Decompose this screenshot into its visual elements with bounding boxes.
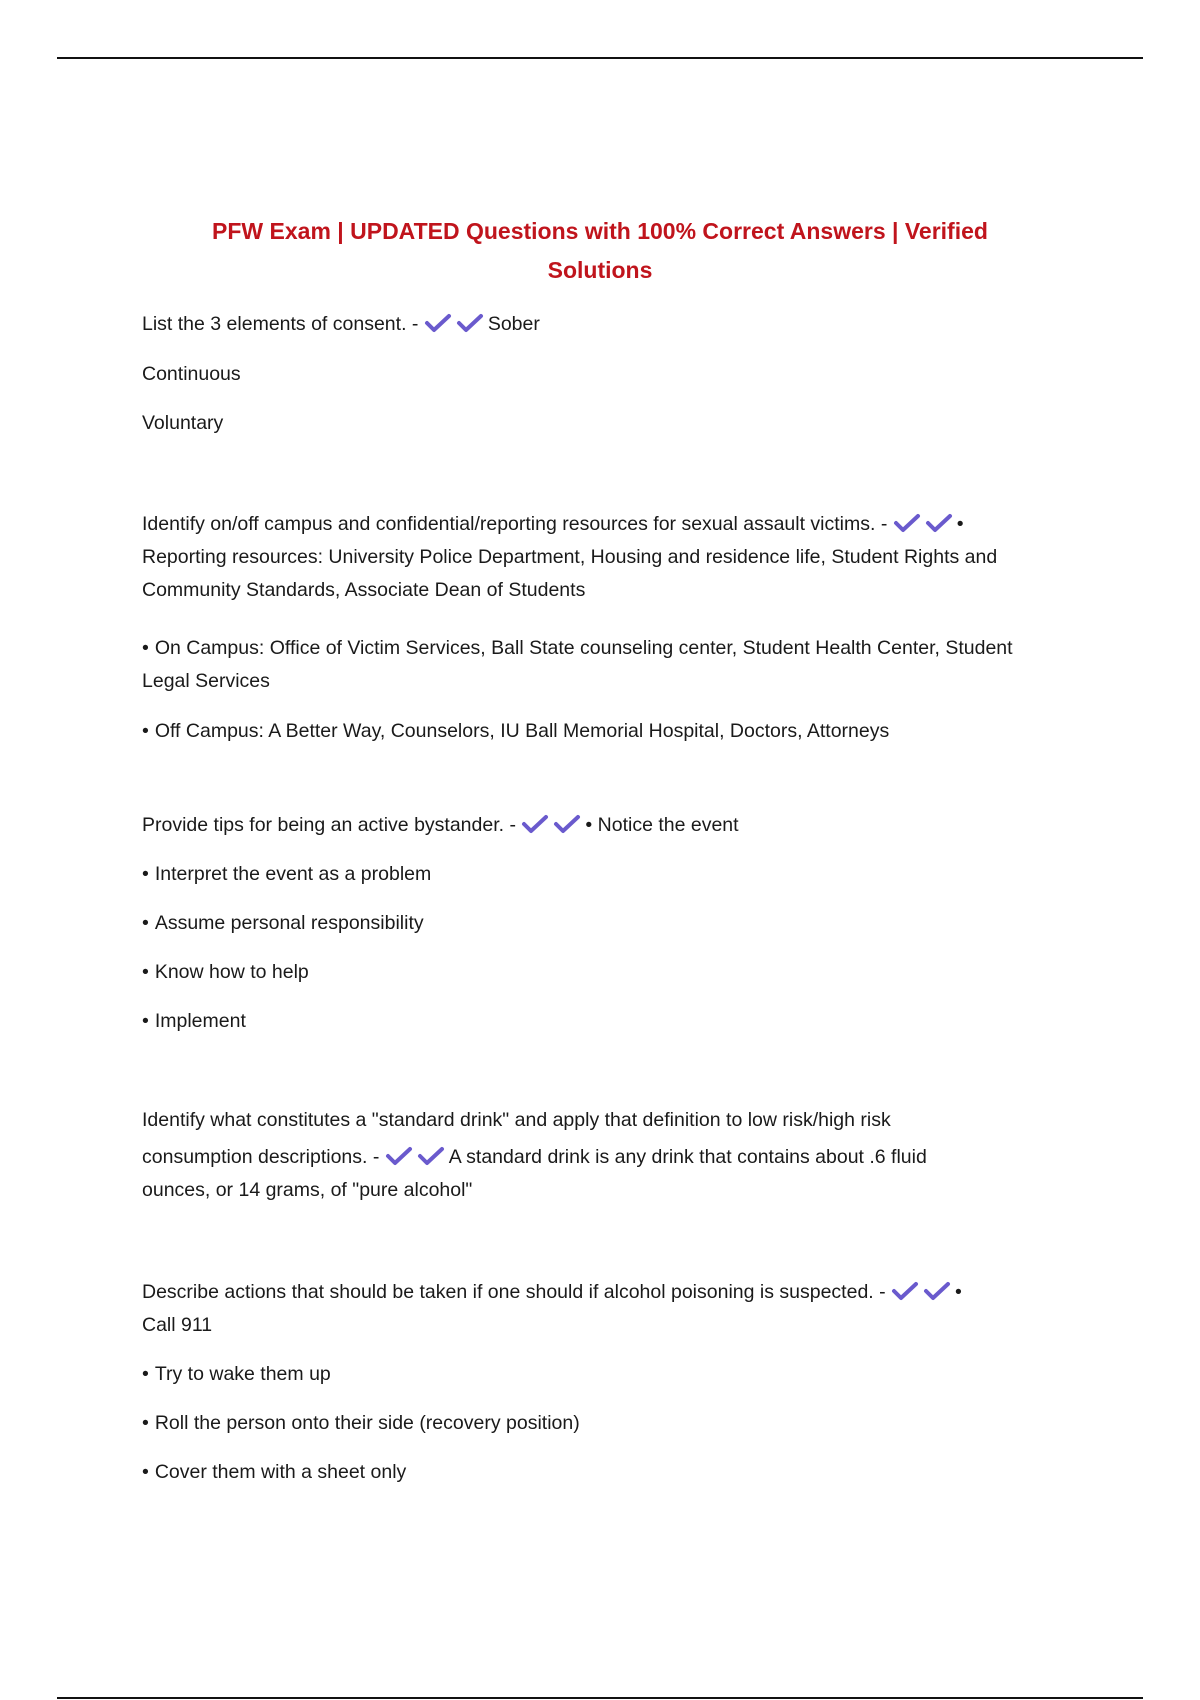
- qa-2-bullet-1-text: On Campus: Office of Victim Services, Ball State counseling center, Student Health Center, Student Legal Services: [142, 637, 1013, 692]
- qa-3-bullet-1: [142, 858, 1062, 891]
- qa-3-bullet-4-text: Implement: [154, 1010, 246, 1032]
- qa-1-answer-inline: Sober: [487, 313, 540, 335]
- qa-3-bullet-3: [142, 956, 1062, 989]
- title-line-1: PFW Exam | UPDATED Questions with 100% Correct Answers | Verified: [212, 218, 988, 244]
- qa-5-question: Describe actions that should be taken if one should if alcohol poisoning is suspected. -: [142, 1281, 886, 1303]
- bottom-rule: [57, 1697, 1143, 1699]
- qa-2-question-line: [142, 508, 1062, 541]
- qa-2-question: Identify on/off campus and confidential/reporting resources for sexual assault victims. -: [142, 513, 888, 535]
- top-rule: [57, 57, 1143, 59]
- qa-4-answer-cont: ounces, or 14 grams, of "pure alcohol": [142, 1179, 473, 1201]
- qa-2-answer-cont: Reporting resources: University Police Department, Housing and residence life, Student Rights and Community Standards, Associate Dean of Students: [142, 546, 998, 601]
- bullet: •: [142, 1461, 149, 1483]
- qa-5-bullet-3: [142, 1456, 1062, 1489]
- bullet: •: [142, 1363, 149, 1385]
- qa-2-bullet-2: [142, 715, 1062, 748]
- qa-2-bullet-1: [142, 632, 1062, 698]
- qa-4-question-line-1: Identify what constitutes a "standard drink" and apply that definition to low risk/high risk: [142, 1109, 891, 1131]
- bullet: •: [142, 637, 149, 659]
- qa-3-bullet-2-text: Assume personal responsibility: [154, 912, 424, 934]
- double-checkmark-icon: [385, 1141, 449, 1174]
- qa-1-line-2: [142, 358, 1062, 391]
- qa-1-answer-voluntary: Voluntary: [142, 412, 224, 434]
- qa-block-5: [142, 1276, 1062, 1342]
- qa-5-bullet-1: [142, 1358, 1062, 1391]
- qa-block-3: [142, 809, 1062, 842]
- bullet: •: [142, 863, 149, 885]
- qa-block-4: [142, 1104, 1062, 1207]
- qa-5-answer-inline: •: [955, 1281, 962, 1303]
- bullet: •: [142, 1010, 149, 1032]
- qa-5-question-line: [142, 1276, 1062, 1309]
- qa-5-bullet-1-text: Try to wake them up: [154, 1363, 331, 1385]
- qa-4-question: consumption descriptions. -: [142, 1146, 380, 1168]
- qa-5-bullet-2-text: Roll the person onto their side (recovery position): [154, 1412, 580, 1434]
- qa-4-question-line-2: [142, 1141, 1062, 1174]
- bullet: •: [142, 720, 149, 742]
- qa-5-bullet-3-text: Cover them with a sheet only: [154, 1461, 407, 1483]
- double-checkmark-icon: [424, 308, 488, 341]
- qa-block-2: [142, 508, 1062, 607]
- qa-3-bullet-2: [142, 907, 1062, 940]
- qa-3-answer-inline: • Notice the event: [585, 814, 739, 836]
- qa-5-answer-cont: Call 911: [142, 1314, 213, 1336]
- qa-3-question-line: [142, 809, 1062, 842]
- qa-2-answer-inline: •: [956, 513, 964, 535]
- qa-3-question: Provide tips for being an active bystander. -: [142, 814, 516, 836]
- double-checkmark-icon: [521, 809, 585, 842]
- double-checkmark-icon: [891, 1276, 955, 1309]
- bullet: •: [142, 912, 149, 934]
- qa-1-answer-continuous: Continuous: [142, 363, 241, 385]
- qa-5-bullet-2: [142, 1407, 1062, 1440]
- document-title: [160, 212, 1040, 290]
- title-line-2: Solutions: [547, 257, 653, 283]
- bullet: •: [142, 1412, 149, 1434]
- bullet: •: [142, 961, 149, 983]
- qa-3-bullet-3-text: Know how to help: [154, 961, 309, 983]
- qa-3-bullet-4: [142, 1005, 1062, 1038]
- qa-1-question-line: [142, 308, 1062, 341]
- double-checkmark-icon: [893, 508, 957, 541]
- qa-block-1: [142, 308, 1062, 341]
- qa-1-line-3: [142, 407, 1062, 440]
- qa-2-bullet-2-text: Off Campus: A Better Way, Counselors, IU Ball Memorial Hospital, Doctors, Attorneys: [154, 720, 890, 742]
- qa-4-answer-inline: A standard drink is any drink that contains about .6 fluid: [448, 1146, 927, 1168]
- qa-1-question: List the 3 elements of consent. -: [142, 313, 419, 335]
- qa-3-bullet-1-text: Interpret the event as a problem: [154, 863, 432, 885]
